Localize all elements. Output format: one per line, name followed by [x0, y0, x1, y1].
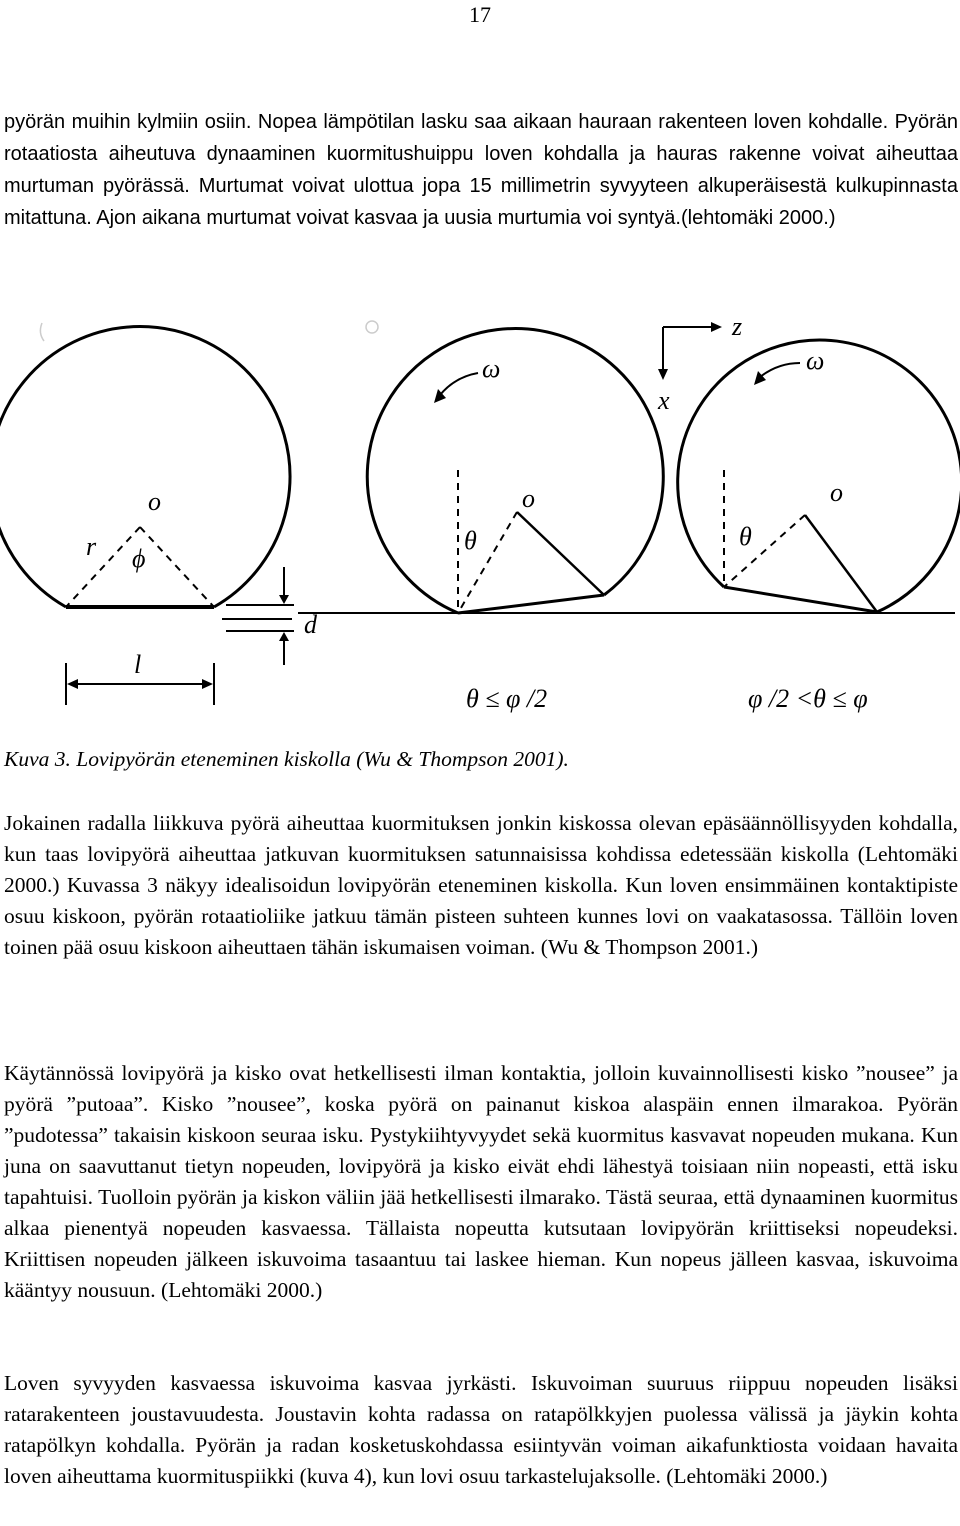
- scan-artifact-1: [40, 323, 44, 341]
- figure-notched-wheel: [0, 305, 960, 725]
- wheel-3-radius-left: [724, 515, 805, 587]
- wheel-2-notch-flat: [458, 595, 604, 613]
- wheel-3-outline: [678, 340, 960, 612]
- figure-caption: Kuva 3. Lovipyörän eteneminen kiskolla (Wu & Thompson 2001).: [4, 747, 569, 771]
- label-o-wheel-1: o: [148, 487, 161, 516]
- wheel-1-radius-left: [66, 527, 140, 607]
- label-z: z: [732, 312, 743, 341]
- dimension-d-bottom-arrowhead: [279, 632, 289, 641]
- paragraph-wheel-load: Jokainen radalla liikkuva pyörä aiheuttaa kuormituksen jonkin kiskossa olevan epäsäännöllisyyden kohdalla, kun taas lovipyörä aiheuttaa jatkuvan kuormituksen satunnaisissa kohdissa edetessään kiskolla (Lehtomäki 2000.) Kuvassa 3 näkyy idealisoidun lovipyörän eteneminen kiskolla. Kun loven ensimmäinen kontaktipiste osuu kiskoon, pyörän rotaatioliike jatkuu tämän pisteen suhteen kunnes lovi on vaakatasossa. Tällöin loven toinen pää osuu kiskoon aiheuttaen tähän iskumaisen voiman. (Wu & Thompson 2001.): [4, 811, 958, 959]
- label-condition-2: φ /2 <θ ≤ φ: [748, 684, 868, 713]
- dimension-l-left-arrowhead: [67, 679, 78, 689]
- axis-x-arrowhead: [658, 369, 668, 380]
- label-theta-wheel-3: θ: [739, 522, 752, 551]
- label-condition-1: θ ≤ φ /2: [466, 684, 548, 713]
- dimension-l-right-arrowhead: [202, 679, 213, 689]
- dimension-d-top-arrowhead: [279, 595, 289, 604]
- label-o-wheel-3: o: [830, 478, 843, 507]
- scan-artifact-2: [366, 321, 378, 333]
- wheel-1-radius-right: [140, 527, 214, 607]
- omega-arrow-wheel-3: [760, 363, 800, 377]
- wheel-3-notch-flat: [724, 587, 877, 612]
- wheel-2-outline: [367, 329, 663, 613]
- paragraph-critical-speed: Käytännössä lovipyörä ja kisko ovat hetkellisesti ilman kontaktia, jolloin kuvainnollisesti kisko ”nousee” ja pyörä ”putoaa”. Kisko ”nousee”, koska pyörä on painanut kiskoa alaspäin ennen ilmarakoa. Pyörän ”pudotessa” takaisin kiskoon seuraa isku. Pystykiihtyvyydet sekä kuormitus kasvavat nopeuden mukana. Kun juna on saavuttanut tietyn nopeuden, lovipyörä ja kisko eivät ehdi lähestyä toisiaan niin nopeasti, että isku tapahtuisi. Tuolloin pyörän ja kiskon väliin jää hetkellisesti ilmarako. Tästä seuraa, että dynaaminen kuormitus alkaa pienentyä nopeuden kasvaessa. Tällaista nopeutta kutsutaan lovipyörän kriittiseksi nopeudeksi. Kriittisen nopeuden jälkeen iskuvoima tasaantuu tai laskee hieman. Kun nopeus jälleen kasvaa, iskuvoima kääntyy nousuun. (Lehtomäki 2000.): [4, 1061, 958, 1302]
- label-r: r: [86, 532, 97, 561]
- page-number: 17: [469, 2, 491, 27]
- label-d: d: [304, 610, 317, 639]
- label-omega-wheel-2: ω: [482, 354, 501, 383]
- omega-arrow-wheel-2: [440, 373, 478, 395]
- wheel-2-radius-right: [517, 512, 604, 595]
- paragraph-notch-fracture: pyörän muihin kylmiin osiin. Nopea lämpötilan lasku saa aikaan hauraan rakenteen loven kohdalle. Pyörän rotaatiosta aiheutuva dynaaminen kuormitushuippu loven kohdalla ja hauras rakenne voivat aiheuttaa murtuman pyörässä. Murtumat voivat ulottua jopa 15 millimetrin syvyyteen alkuperäisestä kulkupinnasta mitattuna. Ajon aikana murtumat voivat kasvaa ja uusia murtumia voi syntyä.(lehtomäki 2000.): [4, 111, 958, 229]
- label-x: x: [658, 386, 670, 415]
- label-omega-wheel-3: ω: [806, 346, 825, 375]
- paragraph-impact-force: Loven syvyyden kasvaessa iskuvoima kasvaa jyrkästi. Iskuvoiman suuruus riippuu nopeuden lisäksi ratarakenteen joustavuudesta. Joustavin kohta radassa on ratapölkkyjen puolessa välissä ja jäykin kohta ratapölkyn kohdalla. Pyörän ja radan kosketuskohdassa esiintyvän voiman aikafunktiosta voidaan havaita loven aiheuttama kuormituspiikki (kuva 4), kun lovi osuu tarkastelujaksolle. (Lehtomäki 2000.): [4, 1371, 958, 1488]
- label-theta-wheel-2: θ: [464, 526, 477, 555]
- label-l: l: [134, 650, 142, 679]
- axis-z-arrowhead: [711, 322, 722, 332]
- label-o-wheel-2: o: [522, 484, 535, 513]
- wheel-3-radius-right: [805, 515, 877, 612]
- label-phi: ϕ: [132, 544, 146, 573]
